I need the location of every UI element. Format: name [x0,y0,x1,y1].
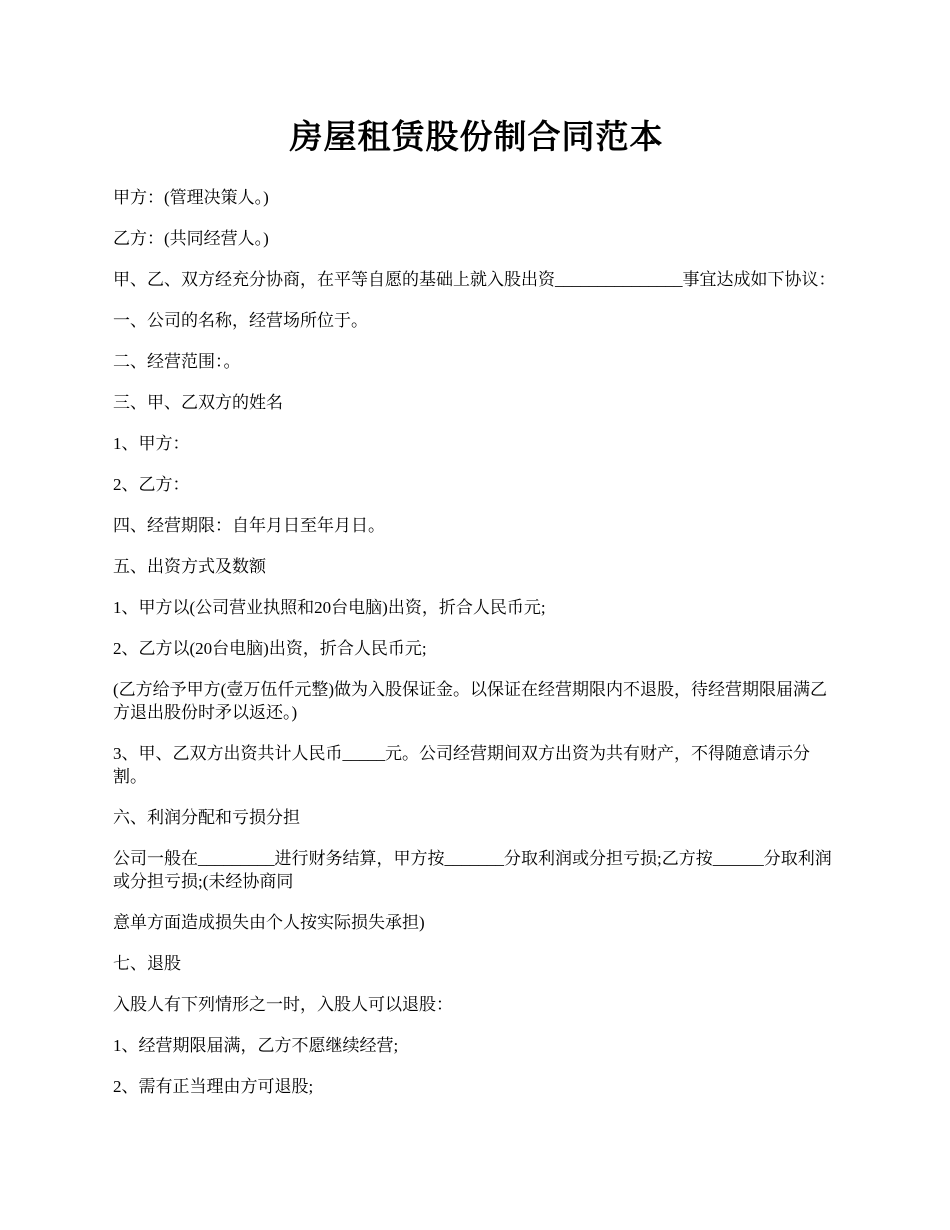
clause-5-item-1: 1、甲方以(公司营业执照和20台电脑)出资，折合人民币元; [113,598,546,617]
clause-7-item-2: 2、需有正当理由方可退股; [113,1077,314,1096]
party-a-line: 甲方：(管理决策人。) [113,188,269,207]
clause-3-item-1: 1、甲方： [113,434,190,453]
clause-5-item-2: 2、乙方以(20台电脑)出资，折合人民币元; [113,639,427,658]
clause-5-deposit-note: (乙方给予甲方(壹万伍仟元整)做为入股保证金。以保证在经营期限内不退股，待经营期限届满乙方退出股份时矛以返还。) [113,680,827,722]
clause-1-company-name: 一、公司的名称，经营场所位于。 [113,311,368,330]
party-b-line: 乙方：(共同经营人。) [113,229,269,248]
clause-3-item-2: 2、乙方： [113,475,190,494]
clause-5-item-3: 3、甲、乙双方出资共计人民币_____元。公司经营期间双方出资为共有财产，不得随意请示分割。 [113,744,810,786]
clause-2-business-scope: 二、经营范围：。 [113,352,241,371]
clause-4-term: 四、经营期限：自年月日至年月日。 [113,516,385,535]
clause-6-profit-heading: 六、利润分配和亏损分担 [113,808,300,827]
clause-7-withdrawal-heading: 七、退股 [113,954,181,973]
clause-7-item-1: 1、经营期限届满，乙方不愿继续经营; [113,1036,399,1055]
clause-6-loss-note: 意单方面造成损失由个人按实际损失承担) [113,913,425,932]
clause-5-contribution-heading: 五、出资方式及数额 [113,557,266,576]
preamble-paragraph: 甲、乙、双方经充分协商，在平等自愿的基础上就入股出资_______________事宜达成如下协议： [113,270,836,289]
clause-7-intro: 入股人有下列情形之一时，入股人可以退股： [113,995,453,1014]
document-title: 房屋租赁股份制合同范本 [289,120,664,156]
clause-3-party-names-heading: 三、甲、乙双方的姓名 [113,393,283,412]
clause-6-settlement-paragraph: 公司一般在_________进行财务结算，甲方按_______分取利润或分担亏损;乙方按______分取利润或分担亏损;(未经协商同 [113,849,832,891]
